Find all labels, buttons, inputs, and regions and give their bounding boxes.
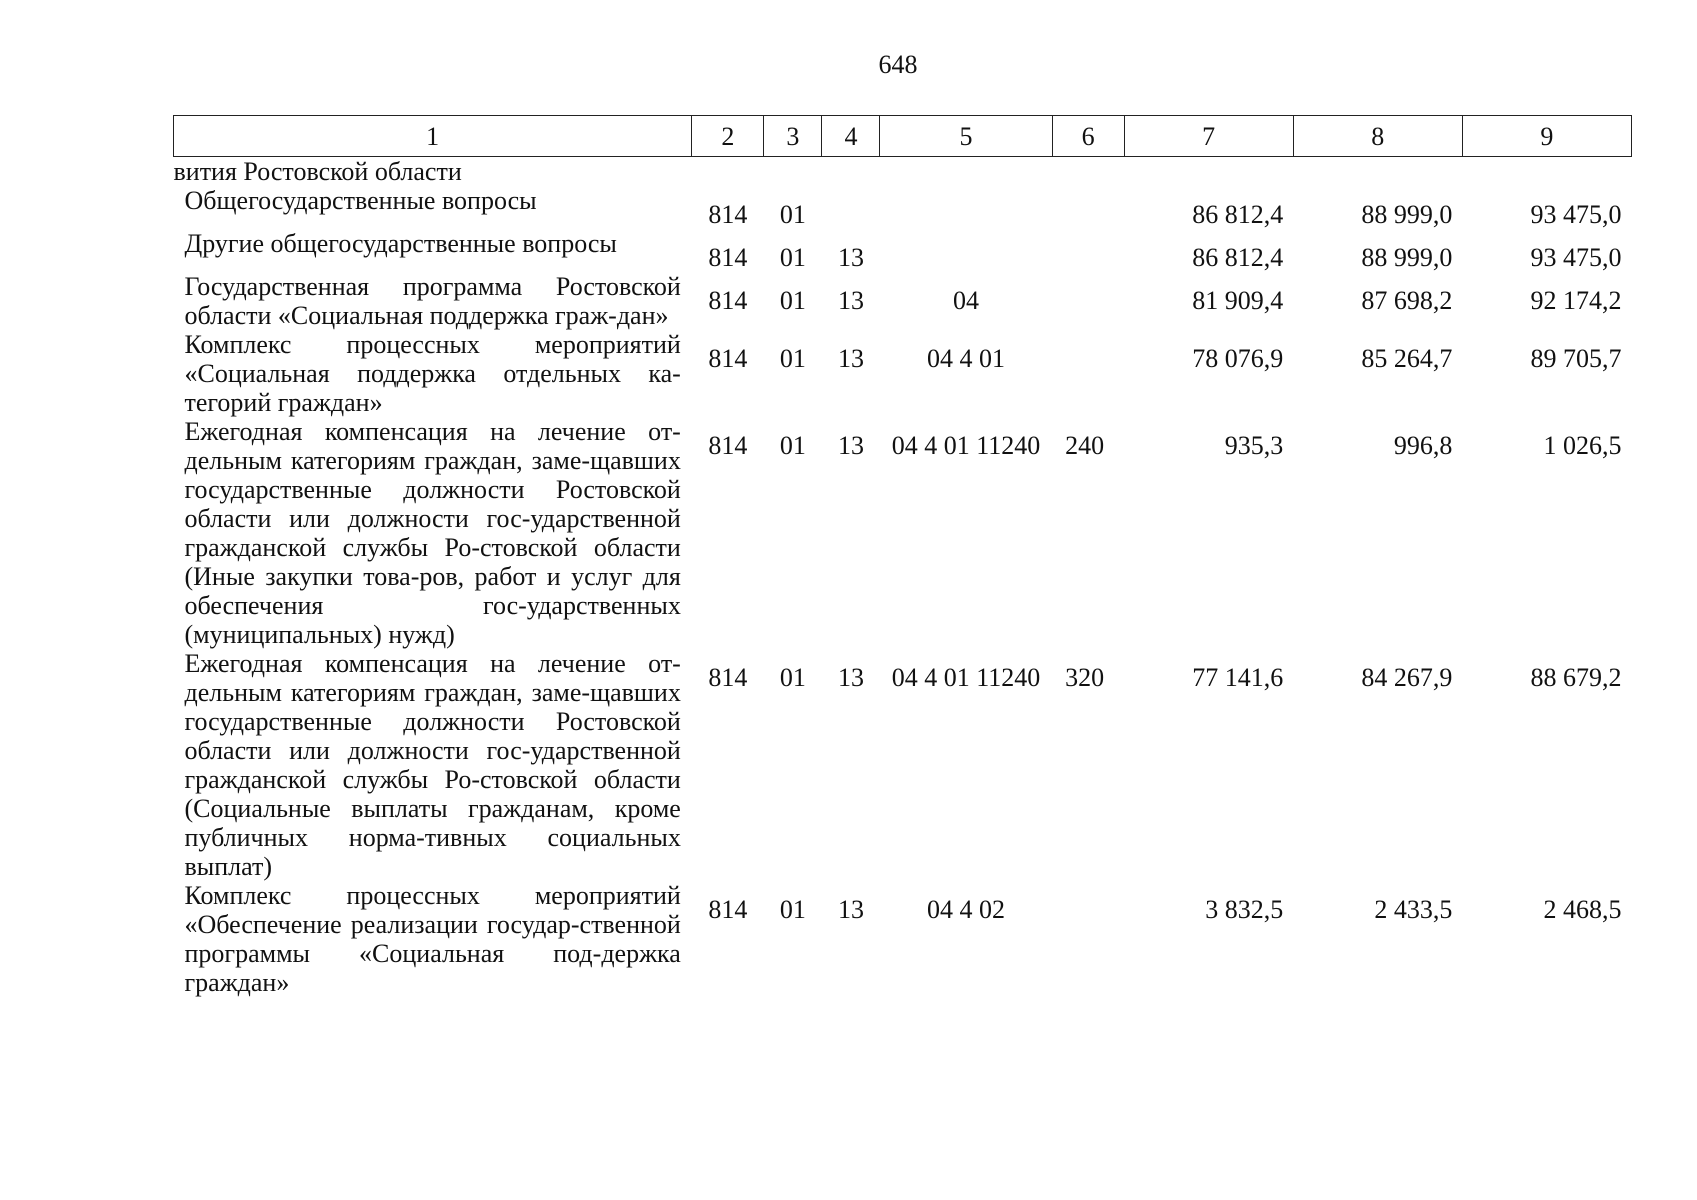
- cell-section: 01: [779, 200, 806, 229]
- row-name: Общегосударственные вопросы: [184, 186, 537, 215]
- col-header-9: 9: [1462, 116, 1631, 157]
- cell-amount-9: 2 468,5: [1543, 895, 1622, 924]
- cell-subsection: 13: [837, 344, 864, 373]
- cell-amount-8: 88 999,0: [1361, 243, 1453, 272]
- table-row: [174, 649, 1632, 881]
- header-row: [174, 116, 1632, 157]
- continuation-text: вития Ростовской области: [173, 157, 462, 186]
- cell-section: 01: [779, 663, 806, 692]
- cell-amount-9: 92 174,2: [1530, 286, 1622, 315]
- cell-expense-type: 240: [1065, 431, 1105, 460]
- cell-subsection: 13: [837, 431, 864, 460]
- page-number: 648: [878, 50, 918, 79]
- col-header-2: 2: [692, 116, 764, 157]
- cell-target-article: [880, 186, 1052, 229]
- cell-expense-type: [1052, 272, 1124, 330]
- cell-amount-7: 86 812,4: [1192, 243, 1284, 272]
- cell-amount-9: 89 705,7: [1530, 344, 1622, 373]
- cell-target-article: 04 4 01 11240: [891, 663, 1041, 692]
- cell-section: 01: [779, 431, 806, 460]
- cell-expense-type: [1052, 186, 1124, 229]
- cell-ministry: 814: [708, 663, 748, 692]
- cell-ministry: 814: [708, 431, 748, 460]
- cell-ministry: 814: [708, 200, 748, 229]
- cell-subsection: 13: [837, 895, 864, 924]
- cell-ministry: 814: [708, 344, 748, 373]
- row-name: Комплекс процессных мероприятий «Обеспечение реализации государ-ственной программы «Социальная под-держка граждан»: [184, 881, 681, 997]
- cell-section: 01: [779, 286, 806, 315]
- cell-amount-7: 935,3: [1224, 431, 1284, 460]
- table-row: [174, 229, 1632, 272]
- table-row: [174, 417, 1632, 649]
- row-name: Ежегодная компенсация на лечение от-дельным категориям граждан, заме-щавших государственные должности Ростовской области или должности гос-ударственной гражданской службы Ро-стовской области (Иные закупки това-ров, работ и услуг для обеспечения гос-ударственных (муниципальных) нужд): [184, 417, 681, 649]
- cell-expense-type: 320: [1065, 663, 1105, 692]
- cell-expense-type: [1052, 229, 1124, 272]
- col-header-5: 5: [880, 116, 1052, 157]
- cell-target-article: 04 4 01: [927, 344, 1005, 373]
- cell-target-article: 04 4 02: [927, 895, 1005, 924]
- cell-target-article: [880, 229, 1052, 272]
- cell-subsection: [822, 186, 880, 229]
- cell-target-article: 04 4 01 11240: [891, 431, 1041, 460]
- cell-expense-type: [1052, 881, 1124, 997]
- cell-amount-7: 86 812,4: [1192, 200, 1284, 229]
- table-row: [174, 186, 1632, 229]
- cell-subsection: 13: [837, 286, 864, 315]
- cell-ministry: 814: [708, 243, 748, 272]
- budget-table: [173, 115, 1632, 997]
- cell-amount-7: 81 909,4: [1192, 286, 1284, 315]
- table-row: [174, 272, 1632, 330]
- table-row: [174, 881, 1632, 997]
- col-header-1: 1: [174, 116, 692, 157]
- col-header-4: 4: [822, 116, 880, 157]
- cell-target-article: 04: [953, 286, 979, 315]
- continuation-row: [174, 157, 1632, 187]
- col-header-7: 7: [1124, 116, 1293, 157]
- row-name: Ежегодная компенсация на лечение от-дельным категориям граждан, заме-щавших государственные должности Ростовской области или должности гос-ударственной гражданской службы Ро-стовской области (Социальные выплаты гражданам, кроме публичных норма-тивных социальных выплат): [184, 649, 681, 881]
- col-header-8: 8: [1293, 116, 1462, 157]
- cell-ministry: 814: [708, 895, 748, 924]
- cell-amount-9: 93 475,0: [1530, 243, 1622, 272]
- cell-amount-9: 93 475,0: [1530, 200, 1622, 229]
- col-header-6: 6: [1052, 116, 1124, 157]
- cell-amount-9: 1 026,5: [1543, 431, 1622, 460]
- cell-amount-8: 996,8: [1393, 431, 1453, 460]
- cell-ministry: 814: [708, 286, 748, 315]
- cell-subsection: 13: [837, 663, 864, 692]
- row-name: Другие общегосударственные вопросы: [184, 229, 617, 258]
- cell-amount-9: 88 679,2: [1530, 663, 1622, 692]
- cell-amount-8: 2 433,5: [1374, 895, 1453, 924]
- cell-section: 01: [779, 895, 806, 924]
- cell-amount-8: 87 698,2: [1361, 286, 1453, 315]
- cell-amount-8: 85 264,7: [1361, 344, 1453, 373]
- cell-expense-type: [1052, 330, 1124, 417]
- cell-amount-8: 84 267,9: [1361, 663, 1453, 692]
- cell-amount-7: 78 076,9: [1192, 344, 1284, 373]
- cell-subsection: 13: [837, 243, 864, 272]
- row-name: Государственная программа Ростовской области «Социальная поддержка граж-дан»: [184, 272, 681, 330]
- cell-amount-8: 88 999,0: [1361, 200, 1453, 229]
- cell-section: 01: [779, 243, 806, 272]
- cell-amount-7: 3 832,5: [1205, 895, 1284, 924]
- col-header-3: 3: [764, 116, 822, 157]
- row-name: Комплекс процессных мероприятий «Социальная поддержка отдельных ка-тегорий граждан»: [184, 330, 681, 417]
- cell-section: 01: [779, 344, 806, 373]
- cell-amount-7: 77 141,6: [1192, 663, 1284, 692]
- table-row: [174, 330, 1632, 417]
